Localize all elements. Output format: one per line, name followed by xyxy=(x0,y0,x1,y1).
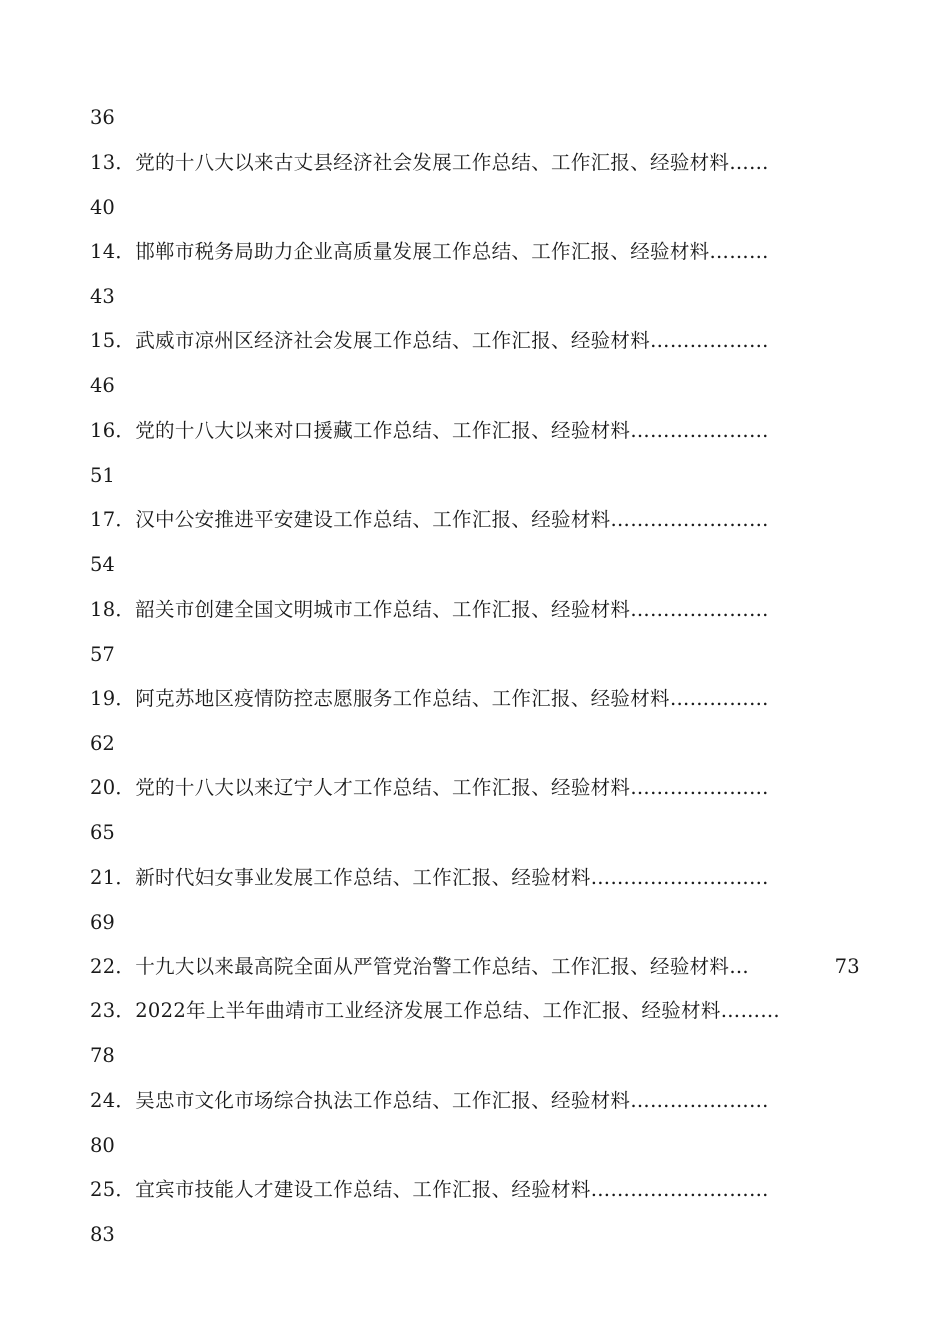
toc-page-number: 80 xyxy=(90,1134,115,1157)
toc-entry-text: 22．十九大以来最高院全面从严管党治警工作总结、工作汇报、经验材料… xyxy=(90,955,750,978)
toc-page-number: 78 xyxy=(90,1044,115,1067)
toc-page-number: 69 xyxy=(90,911,115,934)
toc-page-number: 73 xyxy=(834,955,860,978)
toc-entry xyxy=(90,952,860,982)
toc-page-number: 65 xyxy=(90,821,115,844)
toc-entry: 14．邯郸市税务局助力企业高质量发展工作总结、工作汇报、经验材料……… xyxy=(90,240,769,263)
toc-page-number: 62 xyxy=(90,732,115,755)
toc-entry: 18．韶关市创建全国文明城市工作总结、工作汇报、经验材料………………… xyxy=(90,598,769,621)
toc-entry: 16．党的十八大以来对口援藏工作总结、工作汇报、经验材料………………… xyxy=(90,419,769,442)
toc-page-number: 36 xyxy=(90,106,115,129)
toc-entry: 17．汉中公安推进平安建设工作总结、工作汇报、经验材料…………………… xyxy=(90,508,769,531)
toc-entry: 23．2022年上半年曲靖市工业经济发展工作总结、工作汇报、经验材料……… xyxy=(90,999,781,1022)
toc-entry: 25．宜宾市技能人才建设工作总结、工作汇报、经验材料……………………… xyxy=(90,1178,769,1201)
toc-page-number: 54 xyxy=(90,553,115,576)
toc-entry: 15．武威市凉州区经济社会发展工作总结、工作汇报、经验材料……………… xyxy=(90,329,769,352)
toc-page-number: 46 xyxy=(90,374,115,397)
toc-entry: 13．党的十八大以来古丈县经济社会发展工作总结、工作汇报、经验材料…… xyxy=(90,151,769,174)
toc-entry: 21．新时代妇女事业发展工作总结、工作汇报、经验材料……………………… xyxy=(90,866,769,889)
toc-page-number: 83 xyxy=(90,1223,115,1246)
toc-page-number: 51 xyxy=(90,464,115,487)
toc-page-number: 43 xyxy=(90,285,115,308)
toc-entry: 19．阿克苏地区疫情防控志愿服务工作总结、工作汇报、经验材料…………… xyxy=(90,687,769,710)
toc-page-number: 40 xyxy=(90,196,115,219)
toc-page-number: 57 xyxy=(90,643,115,666)
toc-entry: 20．党的十八大以来辽宁人才工作总结、工作汇报、经验材料………………… xyxy=(90,776,769,799)
toc-entry: 24．吴忠市文化市场综合执法工作总结、工作汇报、经验材料………………… xyxy=(90,1089,769,1112)
